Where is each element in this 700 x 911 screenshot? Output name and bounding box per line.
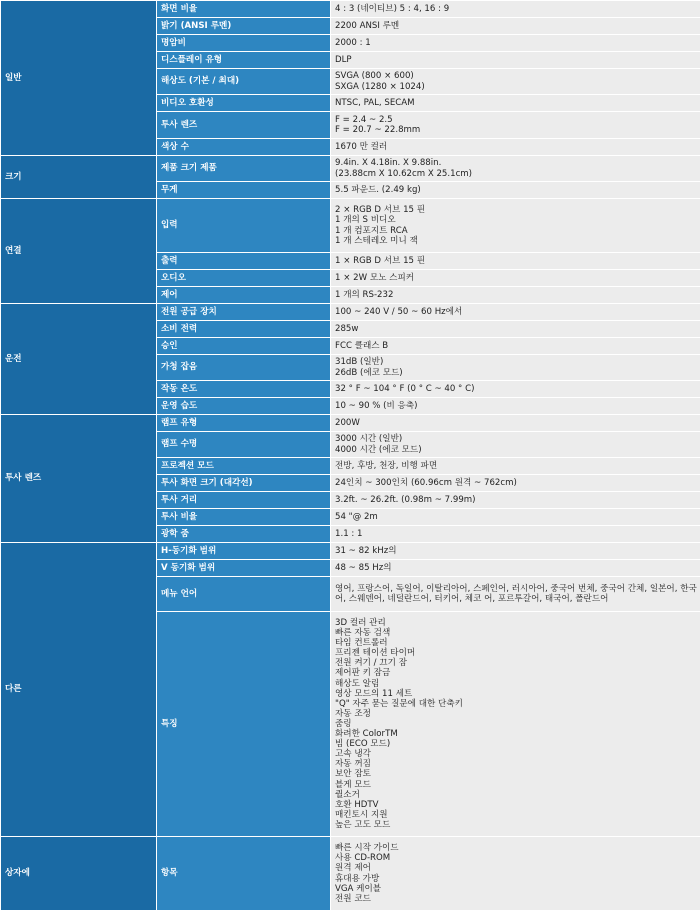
spec-value — [331, 69, 700, 95]
spec-value-line: 사용 CD-ROM — [335, 853, 700, 863]
spec-value-line: 54 "@ 2m — [335, 512, 700, 522]
spec-value-line: 제어판 키 잠금 — [335, 668, 700, 678]
spec-label: 램프 유형 — [157, 415, 331, 432]
spec-value-line: 전방, 후방, 천장, 비행 파면 — [335, 461, 700, 471]
spec-value — [331, 415, 700, 432]
spec-label: 오디오 — [157, 270, 331, 287]
spec-value-line: 1 개의 RS-232 — [335, 290, 700, 300]
spec-label: 출력 — [157, 253, 331, 270]
spec-value — [331, 543, 700, 560]
spec-value-line: 프리젠 테이션 타이머 — [335, 648, 700, 658]
spec-value — [331, 156, 700, 182]
spec-value-line: NTSC, PAL, SECAM — [335, 98, 700, 108]
spec-value — [331, 432, 700, 458]
spec-label: H-동기화 범위 — [157, 543, 331, 560]
spec-row — [1, 304, 700, 321]
spec-value-line: 1 개 컴포지트 RCA — [335, 226, 700, 236]
spec-value-line: 1.1 : 1 — [335, 529, 700, 539]
spec-value — [331, 182, 700, 199]
spec-label: 소비 전력 — [157, 321, 331, 338]
spec-label: 가청 잡음 — [157, 355, 331, 381]
spec-value — [331, 18, 700, 35]
spec-value-line: 24인치 ~ 300인치 (60.96cm 원격 ~ 762cm) — [335, 478, 700, 488]
spec-value-line: 200W — [335, 418, 700, 428]
spec-value-line: 전원 코드 — [335, 894, 700, 904]
spec-label: 작동 온도 — [157, 381, 331, 398]
spec-value-line: 원격 제어 — [335, 863, 700, 873]
spec-value-line: 3D 컬러 관리 — [335, 618, 700, 628]
spec-value-line: 4 : 3 (네이티브) 5 : 4, 16 : 9 — [335, 4, 700, 14]
spec-value — [331, 95, 700, 112]
spec-value-line: 자동 조정 — [335, 709, 700, 719]
spec-value — [331, 458, 700, 475]
category-cell: 일반 — [1, 1, 157, 156]
spec-value — [331, 52, 700, 69]
spec-label: V 동기화 범위 — [157, 560, 331, 577]
spec-row — [1, 543, 700, 560]
spec-value-line: 타임 컨트롤러 — [335, 638, 700, 648]
spec-label: 프로젝션 모드 — [157, 458, 331, 475]
spec-value-line: 1 × RGB D 서브 15 핀 — [335, 256, 700, 266]
spec-value-line: 빠른 자동 검색 — [335, 628, 700, 638]
spec-value-line: VGA 케이블 — [335, 884, 700, 894]
spec-value — [331, 526, 700, 543]
spec-label: 항목 — [157, 837, 331, 911]
spec-label: 해상도 (기본 / 최대) — [157, 69, 331, 95]
spec-label: 제어 — [157, 287, 331, 304]
spec-value-line: 보안 잠토 — [335, 769, 700, 779]
spec-value-line: 4000 시간 (에코 모드) — [335, 445, 700, 455]
spec-value-line: 1 × 2W 모노 스피커 — [335, 273, 700, 283]
category-cell: 연결 — [1, 199, 157, 304]
spec-label: 밝기 (ANSI 루멘) — [157, 18, 331, 35]
spec-label: 입력 — [157, 199, 331, 253]
spec-value-line: 전원 켜기 / 끄기 잠 — [335, 658, 700, 668]
spec-value-line: 1 개의 S 비디오 — [335, 215, 700, 225]
spec-row — [1, 1, 700, 18]
spec-value — [331, 270, 700, 287]
spec-value-line: 휴대용 가방 — [335, 874, 700, 884]
spec-label: 명암비 — [157, 35, 331, 52]
spec-value — [331, 475, 700, 492]
spec-value — [331, 112, 700, 139]
spec-value-line: 48 ~ 85 Hz의 — [335, 563, 700, 573]
spec-value-line: 줌링 — [335, 719, 700, 729]
spec-label: 디스플레이 유형 — [157, 52, 331, 69]
spec-row — [1, 156, 700, 182]
spec-label: 램프 수명 — [157, 432, 331, 458]
spec-label: 승인 — [157, 338, 331, 355]
spec-label: 투사 렌즈 — [157, 112, 331, 139]
spec-value-line: 26dB (에코 모드) — [335, 368, 700, 378]
spec-value-line: 호환 HDTV — [335, 800, 700, 810]
spec-value — [331, 509, 700, 526]
spec-label: 화면 비율 — [157, 1, 331, 18]
spec-value-line: 1670 만 컬러 — [335, 142, 700, 152]
spec-value-line: F = 2.4 ~ 2.5 — [335, 115, 700, 125]
spec-value-line: 31dB (일반) — [335, 357, 700, 367]
spec-value-line: 빔 (ECO 모드) — [335, 739, 700, 749]
spec-value-line: 2 × RGB D 서브 15 핀 — [335, 205, 700, 215]
spec-value-line: 9.4in. X 4.18in. X 9.88in. — [335, 158, 700, 168]
spec-label: 전원 공급 장치 — [157, 304, 331, 321]
spec-value — [331, 1, 700, 18]
spec-value-line: 2200 ANSI 루멘 — [335, 21, 700, 31]
spec-value-line: 해상도 알림 — [335, 679, 700, 689]
spec-value — [331, 304, 700, 321]
spec-value-line: 영상 모드의 11 세트 — [335, 689, 700, 699]
spec-value-line: 퀄소거 — [335, 790, 700, 800]
spec-value-line: 블게 모드 — [335, 780, 700, 790]
spec-value — [331, 837, 700, 911]
spec-value-line: 31 ~ 82 kHz의 — [335, 546, 700, 556]
spec-value — [331, 560, 700, 577]
spec-value-line: 화려한 ColorTM — [335, 729, 700, 739]
spec-value-line: 고속 냉각 — [335, 749, 700, 759]
spec-value-line: 자동 꺼짐 — [335, 759, 700, 769]
spec-value-line: FCC 클래스 B — [335, 341, 700, 351]
spec-value-line: 빠른 시작 가이드 — [335, 843, 700, 853]
spec-label: 광학 줌 — [157, 526, 331, 543]
spec-label: 제품 크기 제품 — [157, 156, 331, 182]
spec-label: 운영 습도 — [157, 398, 331, 415]
spec-label: 특징 — [157, 612, 331, 837]
spec-row — [1, 199, 700, 253]
spec-value-line: (23.88cm X 10.62cm X 25.1cm) — [335, 169, 700, 179]
spec-value — [331, 35, 700, 52]
spec-label: 비디오 호환성 — [157, 95, 331, 112]
spec-value-line: 32 ° F ~ 104 ° F (0 ° C ~ 40 ° C) — [335, 384, 700, 394]
spec-value-line: 영어, 프랑스어, 독일어, 이탈리아어, 스페인어, 러시아어, 중국어 번체, 중국어 간체, 일본어, 한국어, 스웨덴어, 네덜란드어, 터키어, 체코 어, 포르투갈어, 태국어, 폴란드어 — [335, 584, 700, 604]
spec-value-line: 285w — [335, 324, 700, 334]
spec-value-line: 높은 고도 모드 — [335, 820, 700, 830]
spec-label: 무게 — [157, 182, 331, 199]
spec-value — [331, 577, 700, 612]
spec-value — [331, 253, 700, 270]
spec-value — [331, 381, 700, 398]
spec-value — [331, 139, 700, 156]
spec-value — [331, 355, 700, 381]
category-cell: 운전 — [1, 304, 157, 415]
category-cell: 크기 — [1, 156, 157, 199]
spec-row — [1, 415, 700, 432]
spec-value — [331, 492, 700, 509]
spec-value-line: SXGA (1280 × 1024) — [335, 82, 700, 92]
spec-value-line: 3.2ft. ~ 26.2ft. (0.98m ~ 7.99m) — [335, 495, 700, 505]
spec-value-line: "Q" 자주 묻는 질문에 대한 단축키 — [335, 699, 700, 709]
spec-value-line: DLP — [335, 55, 700, 65]
spec-value-line: SVGA (800 × 600) — [335, 71, 700, 81]
spec-value-line: 1 개 스테레오 미니 잭 — [335, 236, 700, 246]
category-cell: 상자에 — [1, 837, 157, 911]
category-cell: 다른 — [1, 543, 157, 837]
category-cell: 투사 렌즈 — [1, 415, 157, 543]
spec-label: 투사 비율 — [157, 509, 331, 526]
spec-value-line: 매킨토시 지원 — [335, 810, 700, 820]
spec-value — [331, 199, 700, 253]
spec-label: 투사 화면 크기 (대각선) — [157, 475, 331, 492]
spec-value — [331, 612, 700, 837]
spec-value — [331, 398, 700, 415]
spec-value — [331, 338, 700, 355]
spec-value-line: 100 ~ 240 V / 50 ~ 60 Hz에서 — [335, 307, 700, 317]
spec-value-line: 2000 : 1 — [335, 38, 700, 48]
spec-label: 색상 수 — [157, 139, 331, 156]
spec-value-line: F = 20.7 ~ 22.8mm — [335, 125, 700, 135]
spec-value — [331, 321, 700, 338]
spec-table-body — [1, 1, 700, 911]
spec-row — [1, 837, 700, 911]
spec-value-line: 5.5 파운드. (2.49 kg) — [335, 185, 700, 195]
spec-value — [331, 287, 700, 304]
spec-label: 메뉴 언어 — [157, 577, 331, 612]
spec-label: 투사 거리 — [157, 492, 331, 509]
spec-value-line: 3000 시간 (일반) — [335, 434, 700, 444]
spec-value-line: 10 ~ 90 % (비 응축) — [335, 401, 700, 411]
